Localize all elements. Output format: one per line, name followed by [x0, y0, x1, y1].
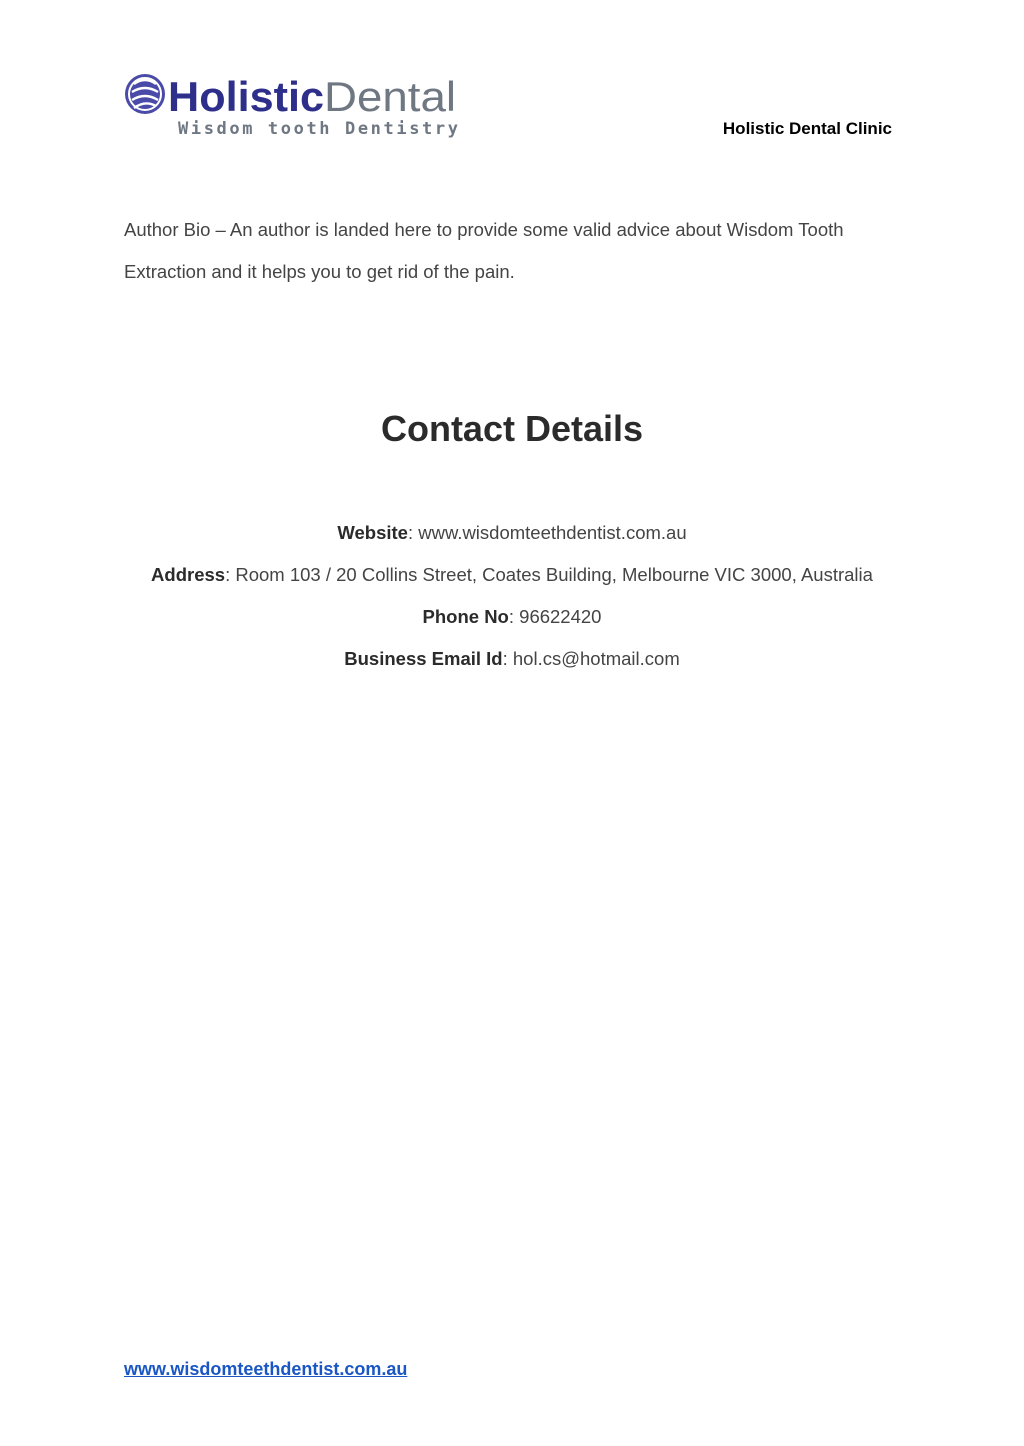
contact-list	[0, 512, 1024, 680]
contact-title: Contact Details	[380, 408, 644, 449]
clinic-name: Holistic Dental Clinic	[722, 119, 892, 138]
contact-email-separator: :	[502, 648, 513, 669]
contact-website-value: www.wisdomteethdentist.com.au	[418, 522, 687, 543]
contact-address-label: Address	[151, 564, 226, 585]
contact-email-value: hol.cs@hotmail.com	[512, 648, 680, 669]
contact-phone-label: Phone No	[422, 606, 509, 627]
contact-website-separator: :	[407, 522, 419, 543]
brand-logo	[124, 68, 464, 140]
logo-tagline: Wisdom tooth Dentistry	[178, 119, 458, 139]
tooth-emblem-icon	[125, 74, 165, 114]
contact-address	[0, 554, 1024, 596]
contact-phone-value: 96622420	[519, 606, 602, 627]
footer-website-link[interactable]: www.wisdomteethdentist.com.au	[124, 1359, 408, 1379]
contact-website	[0, 512, 1024, 554]
contact-website-label: Website	[337, 522, 408, 543]
logo-brand-primary: Holistic	[168, 73, 324, 120]
contact-phone	[0, 596, 1024, 638]
logo-graphic	[124, 68, 464, 140]
logo-brand-secondary: Dental	[324, 73, 456, 120]
contact-phone-separator: :	[508, 606, 520, 627]
contact-address-separator: :	[225, 564, 236, 585]
contact-address-value: Room 103 / 20 Collins Street, Coates Building, Melbourne VIC 3000, Australia	[235, 564, 873, 585]
contact-email-label: Business Email Id	[344, 648, 503, 669]
author-bio: Author Bio – An author is landed here to provide some valid advice about Wisdom Tooth Extraction and it helps you to get rid of the pain.	[124, 219, 844, 282]
contact-email	[0, 638, 1024, 680]
